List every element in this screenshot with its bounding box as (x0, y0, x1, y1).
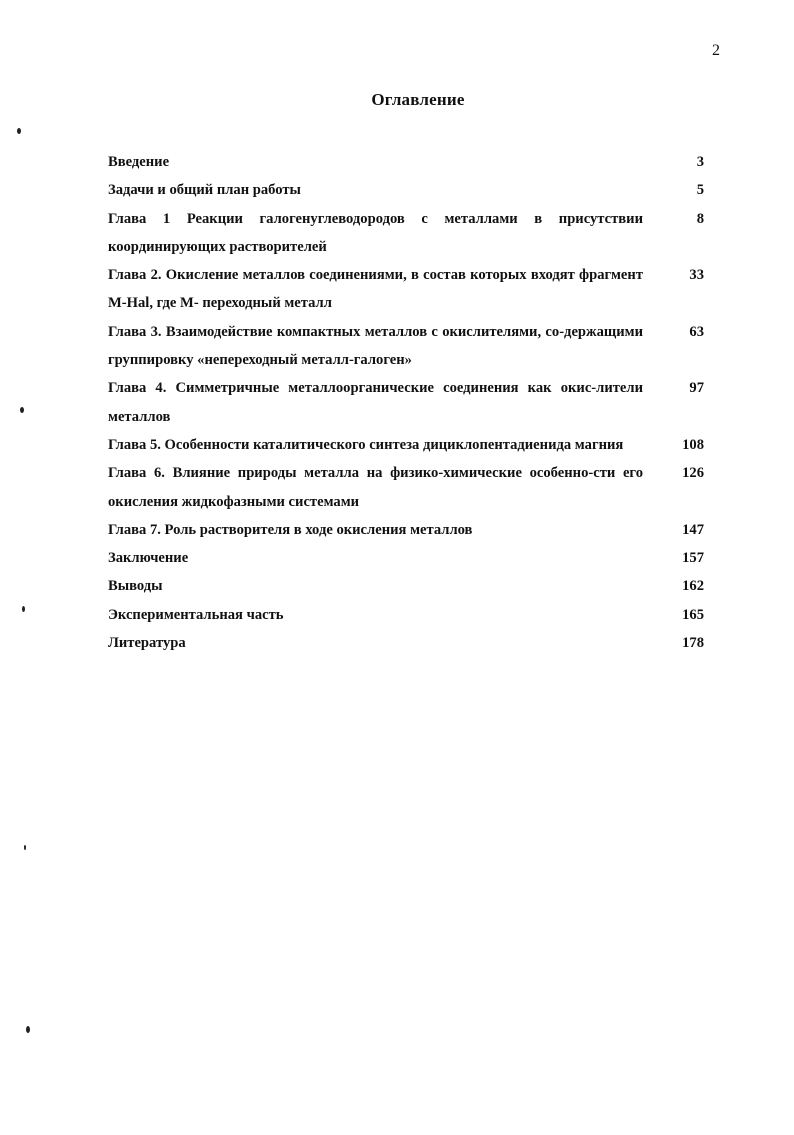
scan-mark (17, 128, 21, 134)
scan-mark (24, 845, 26, 850)
toc-entry-page: 108 (682, 436, 704, 453)
toc-entry-page: 97 (689, 380, 704, 397)
toc-entry-page: 8 (696, 210, 704, 227)
toc-entry (108, 261, 712, 318)
toc-entry-page: 3 (696, 154, 704, 170)
toc-entry-text: Глава 5. Особенности каталитического синтеза дициклопентадиенида магния (108, 436, 624, 453)
toc-entry (108, 629, 712, 657)
toc-entry-page: 165 (682, 606, 704, 623)
toc-entry (108, 176, 712, 204)
toc-entry-text: Выводы (108, 578, 163, 595)
toc-entry (108, 205, 712, 262)
toc-entry (108, 318, 712, 375)
scan-mark (26, 1026, 30, 1033)
toc-entry-text: Глава 4. Симметричные металлоорганические соединения как окис-лители металлов (108, 380, 643, 425)
toc-entry (108, 544, 712, 572)
toc-entry-page: 5 (696, 182, 704, 199)
toc-entry-text: Введение (108, 154, 170, 170)
toc-entry-page: 33 (689, 267, 704, 284)
scan-mark (20, 407, 24, 413)
toc-entry-text: Глава 6. Влияние природы металла на физико-химические особенно-сти его окисления жидкофазными системами (108, 465, 643, 510)
table-of-contents (108, 148, 712, 657)
toc-entry-page: 162 (682, 578, 704, 595)
toc-entry (108, 572, 712, 600)
toc-entry-text: Глава 1 Реакции галогенуглеводородов с металлами в присутствии координирующих растворителей (108, 210, 643, 255)
toc-entry (108, 516, 712, 544)
toc-entry (108, 148, 712, 176)
toc-entry-text: Заключение (108, 550, 189, 567)
toc-entry-text: Задачи и общий план работы (108, 182, 301, 199)
toc-entry-page: 147 (682, 521, 704, 538)
toc-entry (108, 459, 712, 516)
toc-entry (108, 431, 712, 459)
toc-entry-page: 63 (689, 323, 704, 340)
toc-entry-page: 157 (682, 550, 704, 567)
toc-entry (108, 374, 712, 431)
toc-title: Оглавление (371, 90, 465, 109)
toc-entry-text: Глава 2. Окисление металлов соединениями, в состав которых входят фрагмент M-Hal, где M- переходный металл (108, 267, 643, 312)
page-number: 2 (712, 42, 720, 59)
toc-entry-text: Литература (108, 635, 186, 652)
toc-entry-page: 126 (682, 465, 704, 482)
toc-entry-text: Глава 7. Роль растворителя в ходе окисления металлов (108, 521, 473, 538)
toc-entry-text: Экспериментальная часть (108, 606, 284, 623)
toc-entry (108, 601, 712, 629)
toc-entry-text: Глава 3. Взаимодействие компактных металлов с окислителями, со-держащими группировку «непереходный металл-галоген» (108, 323, 643, 369)
scan-mark (22, 606, 25, 612)
toc-entry-page: 178 (682, 635, 704, 652)
